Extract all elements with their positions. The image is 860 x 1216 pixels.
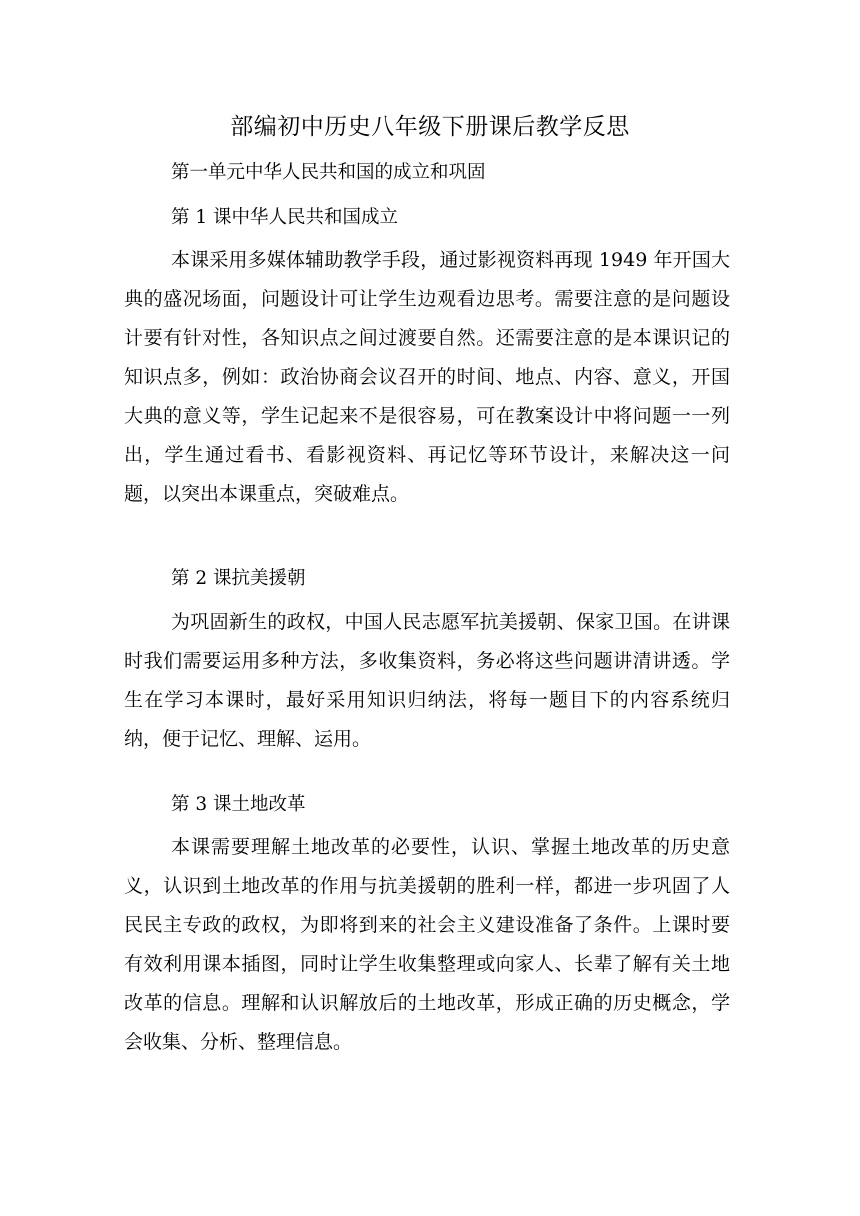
lesson-1-heading: 第 1 课中华人民共和国成立 [171,207,399,228]
lesson-3-heading: 第 3 课土地改革 [171,794,306,815]
lesson-1-paragraph: 本课采用多媒体辅助教学手段，通过影视资料再现 1949 年开国大典的盛况场面，问题设计可让学生边观看边思考。需要注意的是问题设计要有针对性，各知识点之间过渡要自然。还需要注意的是本课识记的知识点多，例如：政治协商会议召开的时间、地点、内容、意义，开国大典的意义等，学生记起来不是很容易，可在教案设计中将问题一一列出，学生通过看书、看影视资料、再记忆等环节设计，来解决这一问题，以突出本课重点，突破难点。 [124,249,730,505]
lesson-3-paragraph: 本课需要理解土地改革的必要性，认识、掌握土地改革的历史意义，认识到土地改革的作用与抗美援朝的胜利一样，都进一步巩固了人民民主专政的政权，为即将到来的社会主义建设准备了条件。上课时要有效利用课本插图，同时让学生收集整理或向家人、长辈了解有关土地改革的信息。理解和认识解放后的土地改革，形成正确的历史概念，学会收集、分析、整理信息。 [124,836,730,1053]
unit-heading: 第一单元中华人民共和国的成立和巩固 [171,162,486,183]
lesson-2-paragraph: 为巩固新生的政权，中国人民志愿军抗美援朝、保家卫国。在讲课时我们需要运用多种方法，多收集资料，务必将这些问题讲清讲透。学生在学习本课时，最好采用知识归纳法，将每一题目下的内容系统归纳，便于记忆、理解、运用。 [124,611,730,750]
document-title: 部编初中历史八年级下册课后教学反思 [230,114,630,140]
lesson-2-heading: 第 2 课抗美援朝 [171,568,306,589]
